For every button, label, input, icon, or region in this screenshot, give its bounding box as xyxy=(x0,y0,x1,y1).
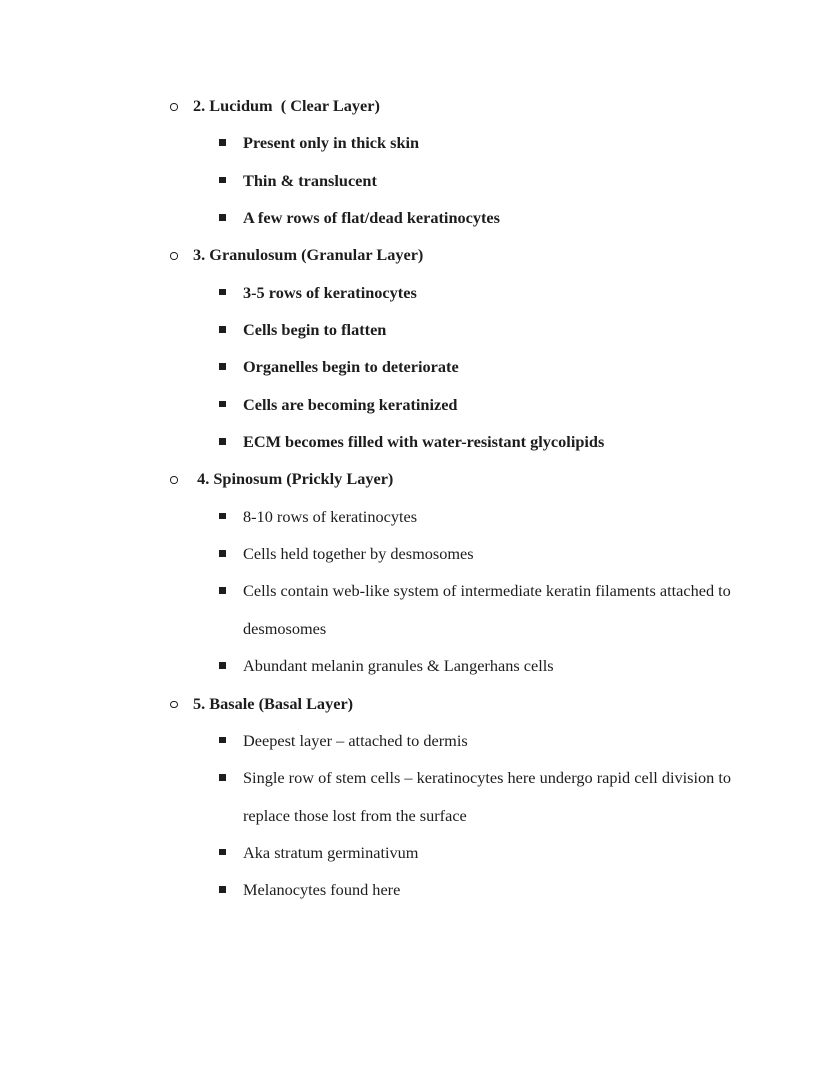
bullet-item xyxy=(0,759,753,834)
circle-bullet-icon xyxy=(170,701,178,709)
bullet-item-text: ECM becomes filled with water-resistant glycolipids xyxy=(243,432,605,452)
square-bullet-icon xyxy=(219,326,226,333)
bullet-item xyxy=(0,199,753,236)
bullet-item xyxy=(0,647,753,684)
bullet-item-text: Cells are becoming keratinized xyxy=(243,394,458,414)
bullet-item-text: Cells held together by desmosomes xyxy=(243,544,474,564)
square-bullet-icon xyxy=(219,513,226,520)
bullet-item-text: 8-10 rows of keratinocytes xyxy=(243,506,418,526)
square-bullet-icon xyxy=(219,774,226,781)
square-bullet-icon xyxy=(219,438,226,445)
bullet-item-text: A few rows of flat/dead keratinocytes xyxy=(243,208,500,228)
square-bullet-icon xyxy=(219,662,226,669)
bullet-item-text: Melanocytes found here xyxy=(243,880,401,900)
section-heading-label: 2. Lucidum ( Clear Layer) xyxy=(193,96,380,115)
section-heading-label: 5. Basale (Basal Layer) xyxy=(193,693,354,713)
bullet-item xyxy=(0,274,753,311)
bullet-item xyxy=(0,535,753,572)
bullet-item-text: Aka stratum germinativum xyxy=(243,842,419,862)
square-bullet-icon xyxy=(219,886,226,893)
bullet-item xyxy=(0,572,753,647)
circle-bullet-icon xyxy=(170,252,178,260)
section-heading xyxy=(0,685,828,722)
bullet-item-text: Single row of stem cells – keratinocytes here undergo rapid cell division to replace those lost from the surface xyxy=(243,768,732,825)
square-bullet-icon xyxy=(219,289,226,296)
bullet-item xyxy=(0,311,753,348)
square-bullet-icon xyxy=(219,849,226,856)
square-bullet-icon xyxy=(219,737,226,744)
square-bullet-icon xyxy=(219,214,226,221)
bullet-item xyxy=(0,498,753,535)
bullet-item-text: Cells contain web-like system of intermediate keratin filaments attached to desmosomes xyxy=(243,581,731,638)
square-bullet-icon xyxy=(219,139,226,146)
bullet-item xyxy=(0,386,753,423)
circle-bullet-icon xyxy=(170,476,178,484)
bullet-item-text: Deepest layer – attached to dermis xyxy=(243,730,468,750)
bullet-item xyxy=(0,124,753,161)
square-bullet-icon xyxy=(219,587,226,594)
bullet-item-text: Organelles begin to deteriorate xyxy=(243,357,459,377)
section-heading xyxy=(0,460,828,497)
bullet-item xyxy=(0,834,753,871)
bullet-item xyxy=(0,348,753,385)
section-heading-label: 3. Granulosum (Granular Layer) xyxy=(193,245,424,265)
square-bullet-icon xyxy=(219,550,226,557)
section-heading xyxy=(0,87,828,124)
bullet-item-text: 3-5 rows of keratinocytes xyxy=(243,282,417,302)
bullet-item-text: Abundant melanin granules & Langerhans cells xyxy=(243,656,554,676)
section-heading-label: 4. Spinosum (Prickly Layer) xyxy=(193,469,394,489)
bullet-item xyxy=(0,423,753,460)
section-heading xyxy=(0,236,828,273)
bullet-item xyxy=(0,871,753,908)
square-bullet-icon xyxy=(219,363,226,370)
square-bullet-icon xyxy=(219,177,226,184)
bullet-item xyxy=(0,722,753,759)
circle-bullet-icon xyxy=(170,103,178,111)
bullet-item xyxy=(0,162,753,199)
bullet-item-text: Thin & translucent xyxy=(243,170,377,190)
square-bullet-icon xyxy=(219,401,226,408)
bullet-item-text: Cells begin to flatten xyxy=(243,320,387,340)
bullet-item-text: Present only in thick skin xyxy=(243,133,420,153)
